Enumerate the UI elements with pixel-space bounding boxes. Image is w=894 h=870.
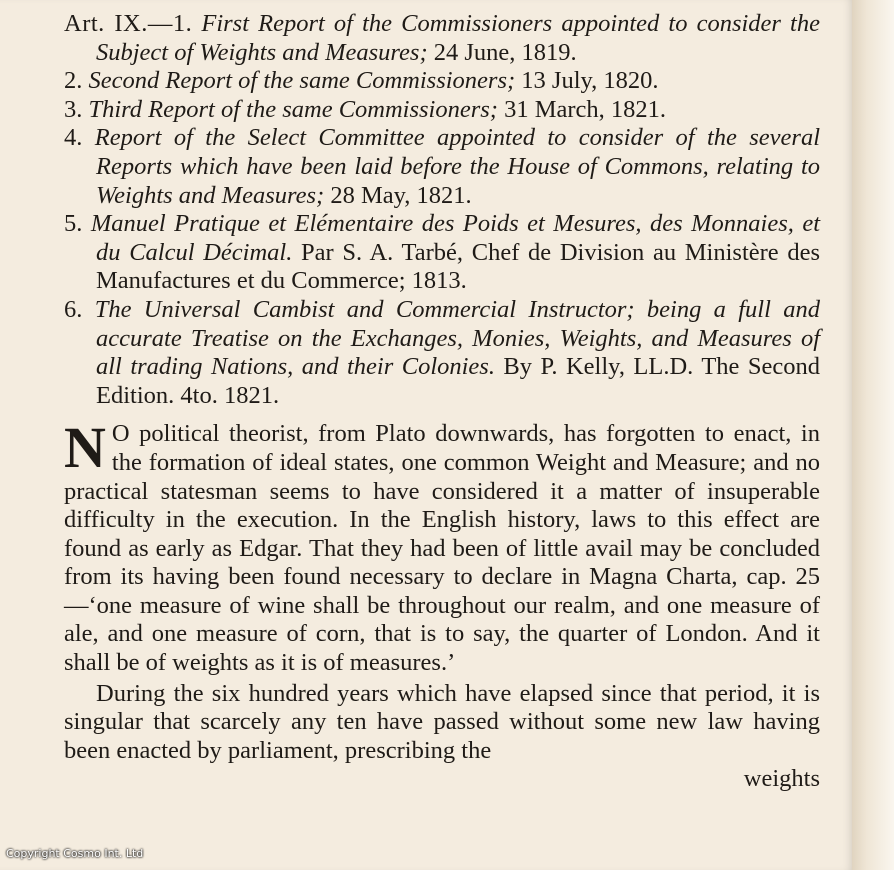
reference-5 bbox=[64, 210, 820, 296]
paragraph-text: During the six hundred years which have elapsed since that period, it is singular that scarcely any ten have passed without some new law having been enacted by parliament, prescribing the bbox=[64, 679, 820, 764]
reference-2 bbox=[64, 67, 820, 96]
drop-cap: N bbox=[64, 415, 106, 481]
reference-number: 4. bbox=[64, 124, 83, 152]
reference-detail: 31 March, 1821. bbox=[497, 95, 667, 123]
page-gutter bbox=[852, 0, 894, 870]
reference-detail: By P. Kelly, LL.D. The Second Edition. 4to. 1821. bbox=[96, 353, 820, 409]
catchword: weights bbox=[743, 765, 820, 793]
reference-title: Manuel Pratique et Elémentaire des Poids et Mesures, des Monnaies, et du Calcul Décimal. bbox=[90, 210, 820, 266]
reference-list bbox=[64, 10, 820, 410]
reference-1 bbox=[64, 10, 820, 67]
reference-detail: 13 July, 1820. bbox=[515, 67, 659, 95]
body-paragraph-2 bbox=[64, 680, 820, 766]
body-paragraph-1 bbox=[64, 415, 820, 677]
reference-detail: 28 May, 1821. bbox=[324, 181, 472, 209]
reference-number: Art. IX.—1. bbox=[64, 10, 193, 37]
page-text bbox=[64, 10, 820, 794]
reference-number: 5. bbox=[64, 210, 83, 238]
reference-title: Report of the Select Committee appointed to consider of the several Reports which have been laid before the House of Commons, relating to Weights and Measures; bbox=[94, 124, 821, 209]
reference-3 bbox=[64, 96, 820, 125]
reference-detail: 24 June, 1819. bbox=[427, 38, 577, 66]
reference-title: The Universal Cambist and Commercial Instructor; being a full and accurate Treatise on the Exchanges, Monies, Weights, and Measures of all trading Nations, and their Colonies. bbox=[94, 295, 820, 381]
reference-title: Third Report of the same Commissioners; bbox=[88, 95, 498, 123]
reference-number: 2. bbox=[64, 67, 83, 95]
paragraph-text: O political theorist, from Plato downwards, has forgotten to enact, in the formation of ideal states, one common Weight and Measure; and no practical statesman seems to have considered it a matter of insuperable difficulty in the execution. In the English history, laws to this effect are found as early as Edgar. That they had been of little avail may be concluded from its having been found necessary to declare in Magna Charta, cap. 25—‘one measure of wine shall be throughout our realm, and one measure of ale, and one measure of corn, that is to say, the quarter of London. And it shall be of weights as it is of measures.’ bbox=[64, 420, 820, 677]
reference-title: First Report of the Commissioners appointed to consider the Subject of Weights and Measures; bbox=[96, 10, 820, 66]
reference-number: 6. bbox=[64, 295, 83, 323]
reference-title: Second Report of the same Commissioners; bbox=[88, 67, 516, 95]
reference-6 bbox=[64, 296, 820, 410]
reference-number: 3. bbox=[64, 95, 83, 123]
reference-4 bbox=[64, 124, 820, 210]
copyright-watermark: Copyright Cosmo Int. Ltd bbox=[6, 847, 144, 860]
reference-detail: Par S. A. Tarbé, Chef de Division au Ministère des Manufactures et du Commerce; 1813. bbox=[96, 238, 820, 295]
